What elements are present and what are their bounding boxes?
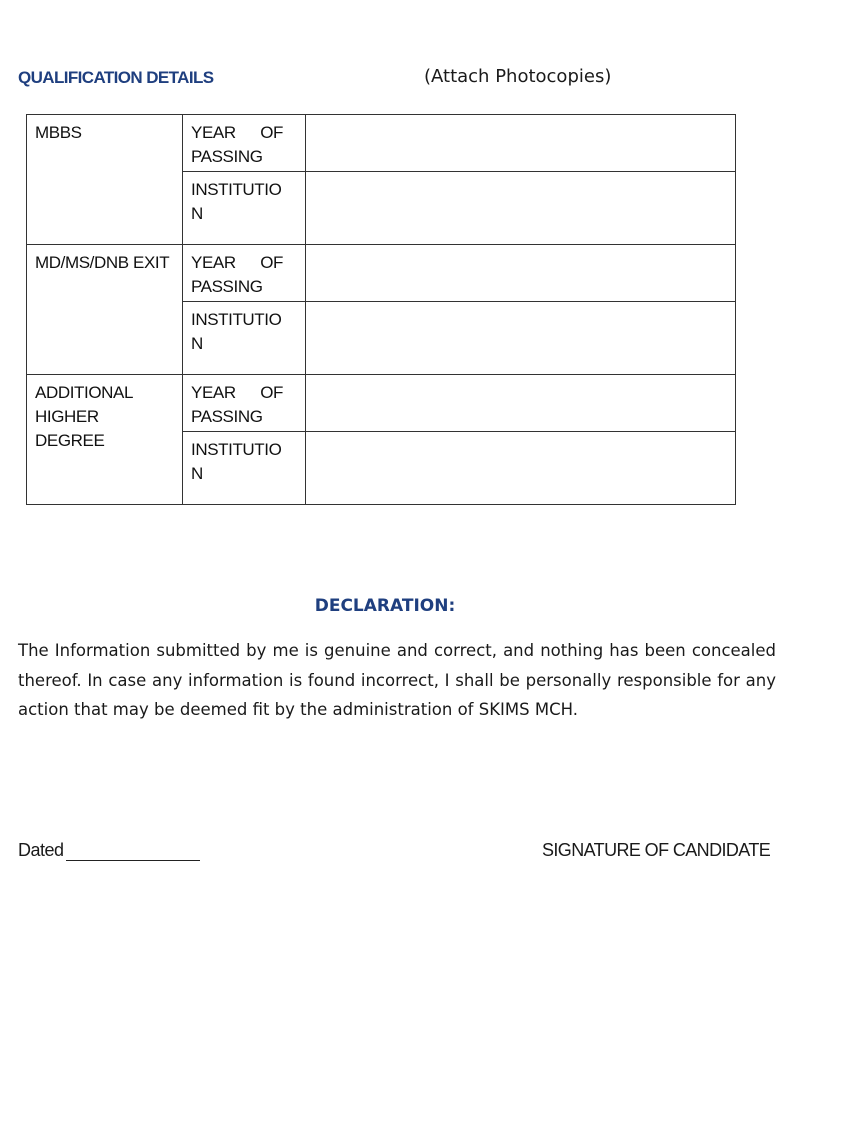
signature-label: SIGNATURE OF CANDIDATE [542,840,771,860]
institution-label [183,172,306,245]
dated-field[interactable] [66,844,200,861]
year-label-of: OF [260,253,283,272]
table-row [27,245,736,302]
attach-photocopies-note: (Attach Photocopies) [424,66,612,87]
institution-label-line1: INSTITUTIO [191,310,282,329]
year-of-passing-field[interactable] [306,375,736,432]
year-of-passing-label [183,245,306,302]
year-of-passing-label [183,115,306,172]
institution-label [183,432,306,505]
year-label-word: YEAR [191,383,236,402]
qualification-title: QUALIFICATION DETAILS [18,68,214,87]
dated-label: Dated [18,840,64,860]
degree-label-line1: ADDITIONAL [35,383,134,402]
declaration-heading: DECLARATION: [314,596,456,616]
declaration-text: The Information submitted by me is genuine and correct, and nothing has been concealed thereof. In case any information is found incorrect, I shall be personally responsible for any action that may be deemed fit by the administration of SKIMS MCH. [18,641,776,719]
table-row [27,115,736,172]
institution-label-line2: N [191,204,203,223]
year-of-passing-field[interactable] [306,245,736,302]
degree-cell-mbbs [27,115,183,245]
institution-label-line2: N [191,464,203,483]
degree-label-line2: HIGHER [35,407,99,426]
institution-label-line1: INSTITUTIO [191,440,282,459]
year-label-passing: PASSING [191,407,263,426]
dated-block [18,840,200,861]
degree-label: MBBS [35,123,82,142]
degree-cell-md-ms-dnb [27,245,183,375]
table-row [27,375,736,432]
institution-label-line2: N [191,334,203,353]
year-label-of: OF [260,123,283,142]
year-label-passing: PASSING [191,147,263,166]
year-label-passing: PASSING [191,277,263,296]
year-label-word: YEAR [191,253,236,272]
institution-label [183,302,306,375]
degree-cell-additional [27,375,183,505]
year-of-passing-field[interactable] [306,115,736,172]
institution-label-line1: INSTITUTIO [191,180,282,199]
degree-label: MD/MS/DNB EXIT [35,253,170,272]
year-of-passing-label [183,375,306,432]
institution-field[interactable] [306,172,736,245]
institution-field[interactable] [306,302,736,375]
degree-label-line3: DEGREE [35,431,105,450]
year-label-word: YEAR [191,123,236,142]
institution-field[interactable] [306,432,736,505]
qualification-table [26,114,736,505]
year-label-of: OF [260,383,283,402]
